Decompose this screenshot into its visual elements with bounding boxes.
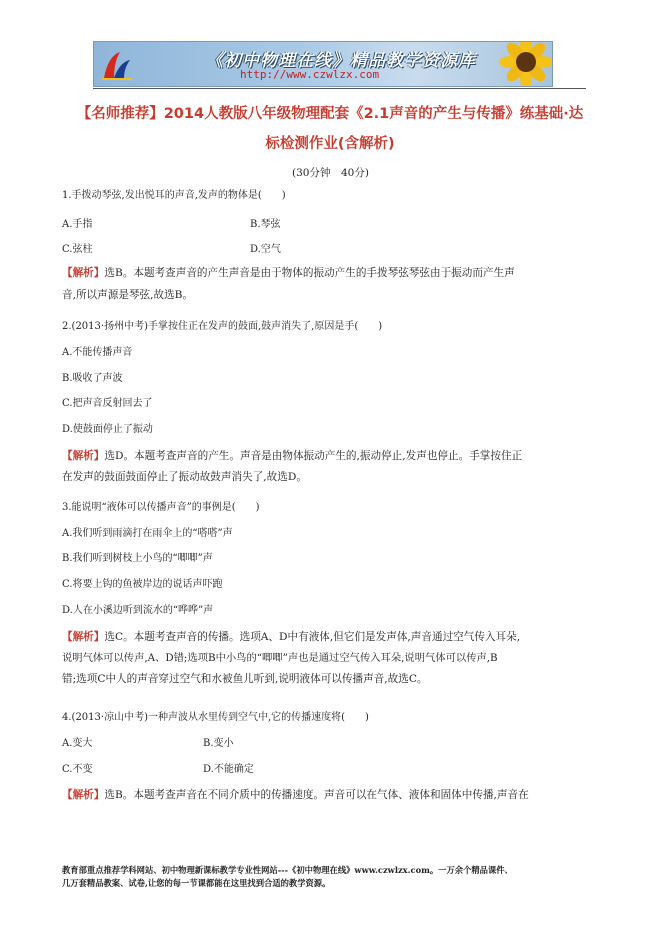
question-4-option-c: C.不变 [62,764,93,775]
analysis-line: 选C。本题考查声音的传播。选项A、D中有液体,但它们是发声体,声音通过空气传入耳朵, [104,631,521,643]
question-1-option-d: D.空气 [250,244,281,255]
analysis-tag: 【解析】 [62,789,105,801]
time-and-score: (30分钟 40分) [292,167,369,179]
question-4-option-d: D.不能确定 [203,764,254,775]
question-3-analysis [62,630,592,687]
site-logo-icon [100,48,134,82]
question-4-analysis [62,788,592,803]
question-3-option-b: B.我们听到树枝上小鸟的“唧唧”声 [62,553,213,564]
analysis-line: 错;选项C中人的声音穿过空气和水被鱼儿听到,说明液体可以传播声音,故选C。 [62,673,428,685]
question-4-option-b: B.变小 [203,738,234,749]
question-2-option-c: C.把声音反射回去了 [62,398,153,409]
footer-line-2: 几万套精品教案、试卷,让您的每一节课都能在这里找到合适的教学资源。 [62,878,331,888]
analysis-line: 选B。本题考查声音的产生声音是由于物体的振动产生的手拨琴弦琴弦由于振动而产生声 [104,267,515,279]
analysis-line: 音,所以声源是琴弦,故选B。 [62,289,194,301]
analysis-line: 选D。本题考查声音的产生。声音是由物体振动产生的,振动停止,发声也停止。手掌按住正 [104,450,523,462]
banner-url[interactable]: http://www.czwlzx.com [240,68,380,81]
question-3-option-c: C.将要上钩的鱼被岸边的说话声吓跑 [62,579,223,590]
question-3-stem: 3.能说明“液体可以传播声音”的事例是( ) [62,502,260,513]
footer-line-1: 教育部重点推荐学科网站、初中物理新课标教学专业性网站---《初中物理在线》www.czwlzx.com。一万余个精品课件、 [62,865,513,875]
analysis-tag: 【解析】 [62,267,105,279]
analysis-tag: 【解析】 [62,450,105,462]
question-1-option-b: B.琴弦 [250,219,281,230]
question-2-stem: 2.(2013·扬州中考)手掌按住正在发声的鼓面,鼓声消失了,原因是手( ) [62,321,383,332]
header-banner [93,41,553,87]
document-title-continued: 标检测作业(含解析) [265,136,395,152]
header-divider [93,88,586,89]
sunflower-icon [490,41,553,87]
analysis-line: 选B。本题考查声音在不同介质中的传播速度。声音可以在气体、液体和固体中传播,声音在 [104,789,529,801]
question-1-stem: 1.手拨动琴弦,发出悦耳的声音,发声的物体是( ) [62,190,286,201]
question-1-option-a: A.手指 [62,219,93,230]
question-2-analysis [62,449,592,485]
question-2-option-d: D.使鼓面停止了振动 [62,424,153,435]
question-4-option-a: A.变大 [62,738,93,749]
question-1-analysis [62,266,592,303]
question-2-option-a: A.不能传播声音 [62,347,133,358]
question-1-option-c: C.弦柱 [62,244,93,255]
banner-title: 《初中物理在线》精品教学资源库 [206,51,476,71]
question-3-option-d: D.人在小溪边听到流水的“哗哗”声 [62,605,214,616]
question-3-option-a: A.我们听到雨滴打在雨伞上的“嗒嗒”声 [62,528,233,539]
analysis-line: 在发声的鼓面鼓面停止了振动故鼓声消失了,故选D。 [62,471,307,483]
analysis-tag: 【解析】 [62,631,105,643]
question-4-stem: 4.(2013·凉山中考)一种声波从水里传到空气中,它的传播速度将( ) [62,712,369,723]
analysis-line: 说明气体可以传声,A、D错;选项B中小鸟的“唧唧”声也是通过空气传入耳朵,说明气体可以传声,B [62,652,498,664]
document-title: 【名师推荐】2014人教版八年级物理配套《2.1声音的产生与传播》练基础·达 [76,106,584,122]
question-2-option-b: B.吸收了声波 [62,373,123,384]
